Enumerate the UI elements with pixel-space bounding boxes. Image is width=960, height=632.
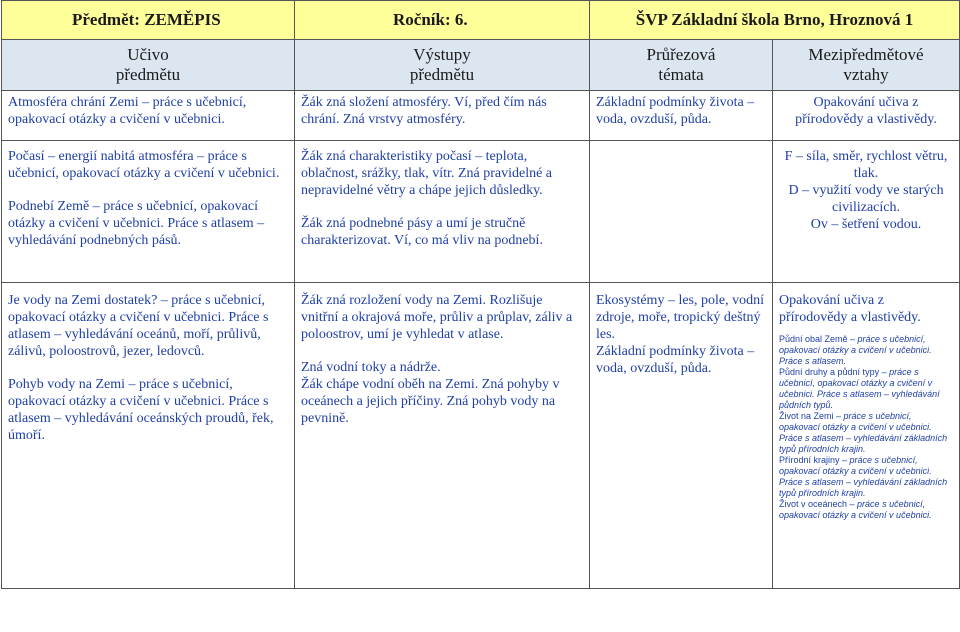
svp-title: ŠVP Základní škola Brno, Hroznová 1	[590, 1, 960, 40]
vystupy-cell: Žák zná složení atmosféry. Ví, před čím nás chrání. Zná vrstvy atmosféry.	[295, 91, 590, 141]
vztahy-cell: F – síla, směr, rychlost větru, tlak. D – využití vody ve starých civilizacích. Ov – šetření vodou.	[773, 141, 960, 283]
ucivo-cell: Atmosféra chrání Zemi – práce s učebnicí, opakovací otázky a cvičení v učebnici.	[2, 91, 295, 141]
vystupy-cell: Žák zná charakteristiky počasí – teplota, oblačnost, srážky, tlak, vítr. Zná pravidelné a nepravidelné větry a chápe jejich důsledky. Žák zná podnebné pásy a umí je stručně charakterizovat. Ví, co má vliv na podnebí.	[295, 141, 590, 283]
ucivo-cell: Počasí – energií nabitá atmosféra – práce s učebnicí, opakovací otázky a cvičení v učebnici. Podnebí Země – práce s učebnicí, opakovací otázky a cvičení v učebnici. Práce s atlasem – vyhledávání podnebných pásů.	[2, 141, 295, 283]
col-vztahy: Mezipředmětové vztahy	[773, 40, 960, 91]
vztahy-cell: Opakování učiva z přírodovědy a vlastivědy.	[773, 91, 960, 141]
col-vystupy: Výstupy předmětu	[295, 40, 590, 91]
column-header-row	[2, 40, 960, 91]
curriculum-table	[1, 0, 960, 589]
temata-cell	[590, 141, 773, 283]
table-row	[2, 141, 960, 283]
table-row	[2, 91, 960, 141]
grade-title: Ročník: 6.	[295, 1, 590, 40]
col-ucivo: Učivo předmětu	[2, 40, 295, 91]
header-row	[2, 1, 960, 40]
temata-cell: Ekosystémy – les, pole, vodní zdroje, moře, tropický deštný les. Základní podmínky života – voda, ovzduší, půda.	[590, 283, 773, 589]
subject-title: Předmět: ZEMĚPIS	[2, 1, 295, 40]
col-temata: Průřezová témata	[590, 40, 773, 91]
temata-cell: Základní podmínky života – voda, ovzduší, půda.	[590, 91, 773, 141]
vztahy-notes: Půdní obal Země – práce s učebnicí, opakovací otázky a cvičení v učebnici. Práce s atlasem. Půdní druhy a půdní typy – práce s učebnicí, opakovací otázky a cvičení v učebnici. Práce s atlasem – vyhledávání půdních typů. Život na Zemi – práce s učebnicí, opakovací otázky a cvičení v učebnici. Práce s atlasem – vyhledávání základních typů přírodních krajin. Přírodní krajiny – práce s učebnicí, opakovací otázky a cvičení v učebnici. Práce s atlasem – vyhledávání základních typů přírodních krajin. Život v oceánech – práce s učebnicí, opakovací otázky a cvičení v učebnici.	[779, 334, 948, 520]
vystupy-cell: Žák zná rozložení vody na Zemi. Rozlišuje vnitřní a okrajová moře, průliv a průplav, záliv a poloostrov, umí je vyhledat v atlase. Zná vodní toky a nádrže. Žák chápe vodní oběh na Zemi. Zná pohyby v oceánech a jejich příčiny. Zná pohyb vody na pevnině.	[295, 283, 590, 589]
vztahy-cell: Opakování učiva z přírodovědy a vlastivědy. Půdní obal Země – práce s učebnicí, opakovací otázky a cvičení v učebnici. Práce s atlasem. Půdní druhy a půdní typy – práce s učebnicí, opakovací otázky a cvičení v učebnici. Práce s atlasem – vyhledávání půdních typů. Život na Zemi – práce s učebnicí, opakovací otázky a cvičení v učebnici. Práce s atlasem – vyhledávání základních typů přírodních krajin. Přírodní krajiny – práce s učebnicí, opakovací otázky a cvičení v učebnici. Práce s atlasem – vyhledávání základních typů přírodních krajin. Život v oceánech – práce s učebnicí, opakovací otázky a cvičení v učebnici.	[773, 283, 960, 589]
ucivo-cell: Je vody na Zemi dostatek? – práce s učebnicí, opakovací otázky a cvičení v učebnici. Práce s atlasem – vyhledávání oceánů, moří, průlivů, zálivů, poloostrovů, jezer, ledovců. Pohyb vody na Zemi – práce s učebnicí, opakovací otázky a cvičení v učebnici. Práce s atlasem – vyhledávání oceánských proudů, řek, úmoří.	[2, 283, 295, 589]
table-row	[2, 283, 960, 589]
